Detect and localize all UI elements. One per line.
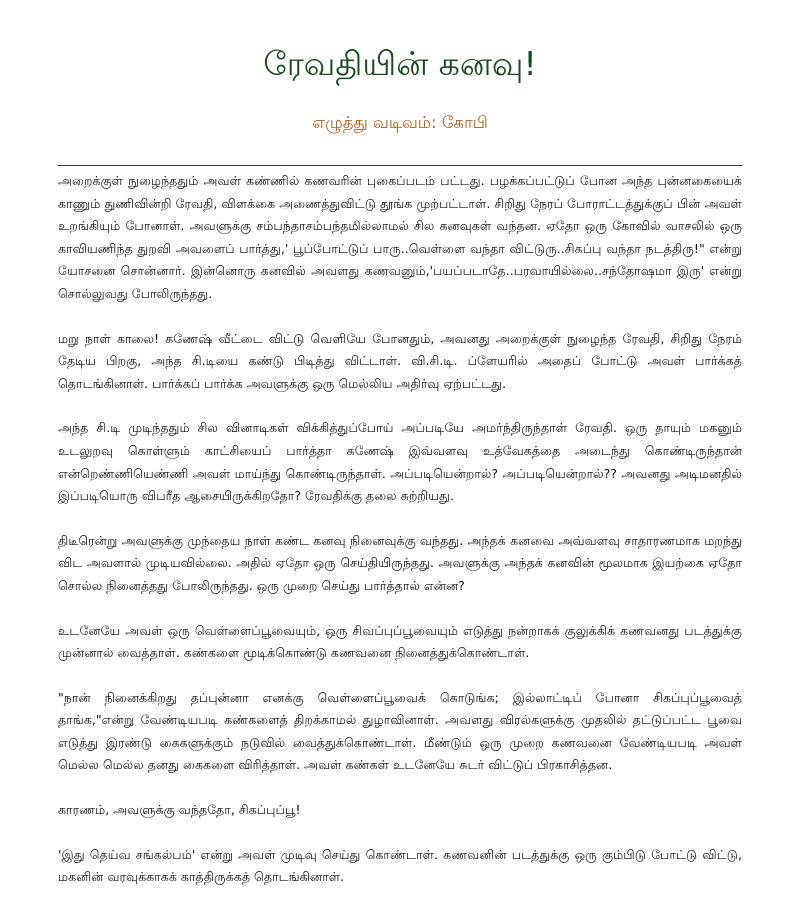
story-paragraph: திடீரென்று அவளுக்கு முந்தைய நாள் கண்ட கனவு நினைவுக்கு வந்தது. அந்தக் கனவை அவ்வளவு சாதாரணமாக மறந்து விட அவளால் முடியவில்லை. அதில் ஏதோ ஒரு செய்தியிருந்தது. அவளுக்கு அந்தக் கனவின் மூலமாக இயற்கை ஏதோ சொல்ல நினைத்தது போலிருந்தது. ஒரு முறை செய்து பார்த்தால் என்ன? xyxy=(58,532,742,593)
story-paragraph: "நான் நினைக்கிறது தப்புன்னா எனக்கு வெள்ளைப்பூவைக் கொடுங்க; இல்லாட்டிப் போனா சிகப்புப்பூவைத் தாங்க,"என்று வேண்டியபடி கண்களைத் திறக்காமல் துழாவினாள். அவளது விரல்களுக்கு முதலில் தட்டுப்பட்ட பூவை எடுத்து இரண்டு கைகளுக்கும் நடுவில் வைத்துக்கொண்டாள். மீண்டும் ஒரு முறை கணவனை வேண்டியபடி அவள் மெல்ல மெல்ல தனது கைகளை விரித்தாள். அவள் கண்கள் உடனேயே சுடர் விட்டுப் பிரகாசித்தன. xyxy=(58,689,742,773)
paragraph-spacer xyxy=(58,665,742,687)
paragraph-spacer xyxy=(58,598,742,620)
story-paragraph: அறைக்குள் நுழைந்ததும் அவள் கண்ணில் கணவரின் புகைப்படம் பட்டது. பழக்கப்பட்டுப் போன அந்த புன்னகையைக் காணும் துணிவின்றி ரேவதி, விளக்கை அணைத்துவிட்டு தூங்க முற்பட்டாள். சிறிது நேரப் போராட்டத்துக்குப் பின் அவள் உறங்கியும் போனாள். அவளுக்கு சம்பந்தாசம்பந்தமில்லாமல் சில கனவுகள் வந்தன. ஏதோ ஒரு கோவில் வாசலில் ஒரு காவியணிந்த துறவி அவளைப் பார்த்து,' பூப்போட்டுப் பாரு..வெள்ளை வந்தா விட்டுரு..சிகப்பு வந்தா நடத்திரு!" என்று யோசனை சொன்னார். இன்னொரு கனவில் அவளது கணவனும்,'பயப்படாதே..பரவாயில்லை..சந்தோஷமா இரு' என்று சொல்லுவது போலிருந்தது. xyxy=(58,173,742,301)
paragraph-spacer xyxy=(58,508,742,530)
story-paragraph: அந்த சி.டி முடிந்ததும் சில வினாடிகள் விக்கித்துப்போய் அப்படியே அமர்ந்திருந்தாள் ரேவதி. ஒரு தாயும் மகனும் உடலுறவு கொள்ளும் காட்சியைப் பார்த்தா கணேஷ் இவ்வளவு உத்வேகத்தை அடைந்து கொண்டிருந்தான் என்றெண்ணியெண்ணி அவள் மாய்ந்து கொண்டிருந்தாள். அப்படியென்றால்? அப்படியென்றால்?? அவனது அடிமனதில் இப்படியொரு விபரீத ஆசையிருக்கிறதோ? ரேவதிக்கு தலை சுற்றியது. xyxy=(58,420,742,504)
paragraph-spacer xyxy=(58,306,742,328)
page-title: ரேவதியின் கனவு! xyxy=(263,44,537,83)
story-paragraph: காரணம், அவளுக்கு வந்ததோ, சிகப்புப்பூ! xyxy=(58,802,301,818)
story-body xyxy=(58,170,742,889)
paragraph-spacer xyxy=(58,777,742,799)
paragraph-spacer xyxy=(58,395,742,417)
story-paragraph: மறு நாள் காலை! கணேஷ் வீட்டை விட்டு வெளியே போனதும், அவனது அறைக்குள் நுழைந்த ரேவதி, சிறிது நேரம் தேடிய பிறகு, அந்த சி.டியை கண்டு பிடித்து விட்டாள். வி.சி.டி. ப்ளேயரில் அதைப் போட்டு அவள் பார்க்கத் தொடங்கினாள். பார்க்கப் பார்க்க அவளுக்கு ஒரு மெல்லிய அதிர்வு ஏற்பட்டது. xyxy=(58,330,742,391)
story-paragraph: 'இது தெய்வ சங்கல்பம்' என்று அவள் முடிவு செய்து கொண்டாள். கணவனின் படத்துக்கு ஒரு கும்பிடு போட்டு விட்டு, மகனின் வரவுக்காகக் காத்திருக்கத் தொடங்கினாள். xyxy=(58,846,742,885)
story-paragraph: உடனேயே அவள் ஒரு வெள்ளைப்பூவையும், ஒரு சிவப்புப்பூவையும் எடுத்து நன்றாகக் குலுக்கிக் கணவனது படத்துக்கு முன்னால் வைத்தாள். கண்களை மூடிக்கொண்டு கணவனை நினைத்துக்கொண்டாள். xyxy=(58,622,742,661)
paragraph-spacer xyxy=(58,822,742,844)
author-byline: எழுத்து வடிவம்: கோபி xyxy=(312,113,488,132)
title-divider xyxy=(58,165,742,166)
